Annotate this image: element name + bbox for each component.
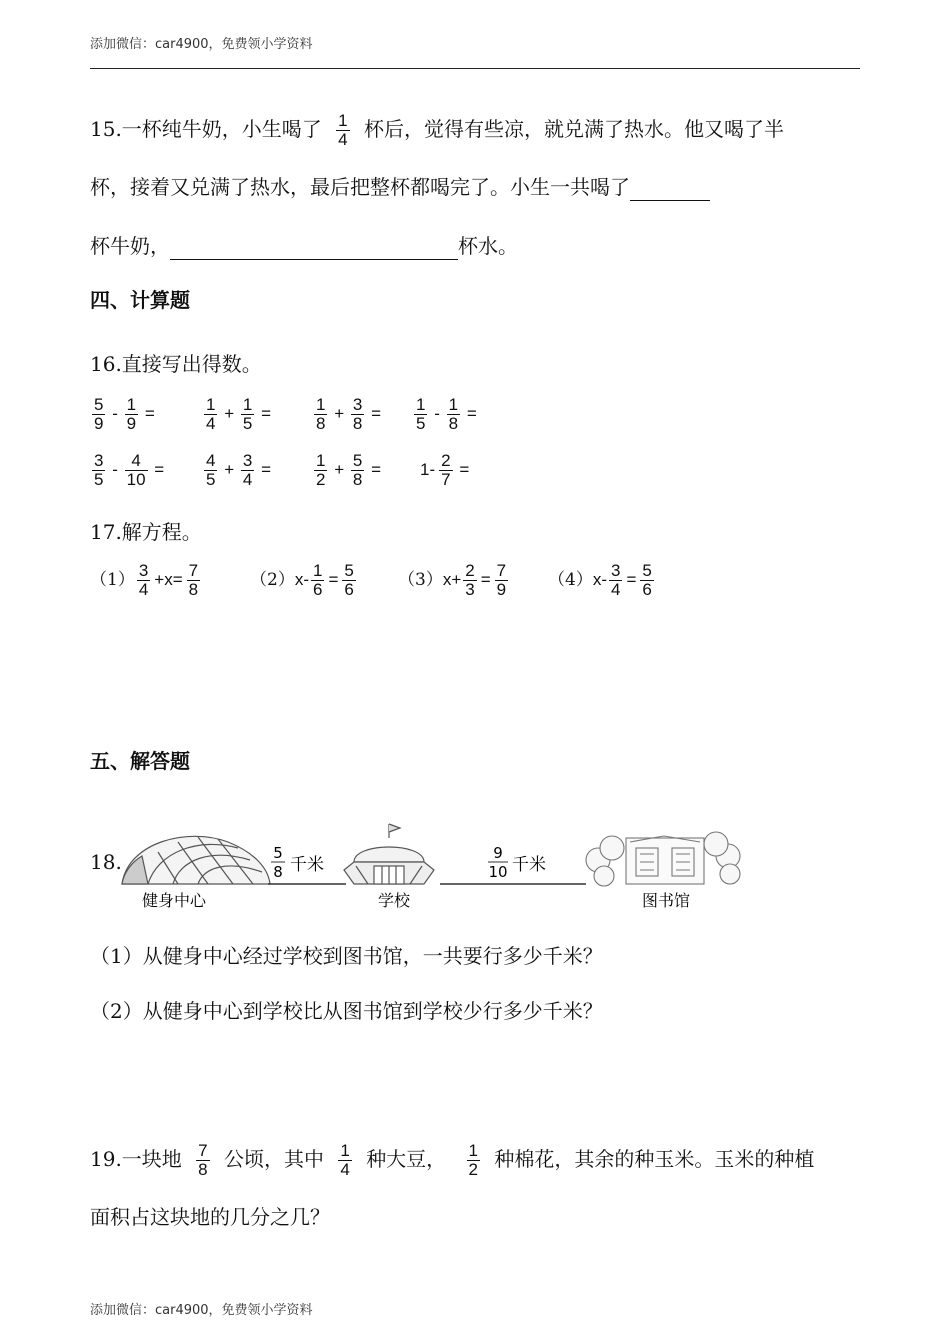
header-rule (90, 68, 860, 69)
q18-number: 18. (90, 850, 122, 874)
calc-prefix: 1- (420, 459, 436, 479)
q19-fraction-area: $\frac{7}{8}$ (198, 1141, 208, 1179)
fraction: $\frac{5}{9}$ (94, 395, 104, 433)
fraction: $\frac{5}{6}$ (344, 561, 354, 599)
equation-middle: = (626, 569, 637, 589)
fraction: $\frac{1}{8}$ (448, 395, 459, 433)
fraction: $\frac{2}{7}$ (441, 451, 451, 489)
route2-fraction-den: 10 (488, 863, 508, 881)
q17-title: 17.解方程。 (90, 520, 202, 544)
calc-equals: = (261, 459, 272, 479)
equation-item (548, 562, 656, 599)
calc-operator: - (434, 403, 440, 423)
calc-item (202, 452, 271, 489)
q18-sub2: （2）从健身中心到学校比从图书馆到学校少行多少千米？ (90, 999, 603, 1023)
calc-item (90, 396, 155, 433)
route1-fraction-num: 5 (273, 844, 283, 862)
calc-operator: + (334, 403, 345, 423)
fraction: $\frac{1}{4}$ (206, 395, 216, 433)
fraction: $\frac{4}{10}$ (126, 451, 146, 489)
q15-line3 (90, 232, 518, 260)
fraction: $\frac{5}{8}$ (352, 451, 363, 489)
q19-line1 (90, 1142, 814, 1179)
place-gym-label: 健身中心 (141, 891, 207, 910)
fraction: $\frac{1}{6}$ (313, 561, 323, 599)
calc-equals: = (154, 459, 165, 479)
fraction: $\frac{5}{6}$ (642, 561, 652, 599)
page-footer: 添加微信：car4900，免费领小学资料 (90, 1303, 313, 1318)
fraction: $\frac{1}{9}$ (126, 395, 137, 433)
q15-answer-blank-1[interactable] (630, 178, 710, 201)
fraction: $\frac{3}{8}$ (352, 395, 363, 433)
calc-item (412, 452, 469, 489)
q18-route-figure (118, 822, 748, 917)
q19-text-c: 种大豆， (366, 1147, 447, 1171)
q15-answer-blank-2[interactable] (170, 237, 458, 260)
calc-item (312, 452, 381, 489)
route1-fraction-den: 8 (273, 863, 283, 881)
calc-equals: = (371, 403, 382, 423)
calc-equals: = (371, 459, 382, 479)
fraction: $\frac{1}{5}$ (416, 395, 426, 433)
equation-middle: = (328, 569, 339, 589)
fraction: $\frac{2}{3}$ (465, 561, 475, 599)
equation-middle: = (480, 569, 491, 589)
fraction: $\frac{3}{4}$ (242, 451, 253, 489)
library-icon (586, 832, 740, 886)
fraction: $\frac{3}{4}$ (611, 561, 621, 599)
calc-item (312, 396, 381, 433)
q15-text-c: 杯，接着又兑满了热水，最后把整杯都喝完了。小生一共喝了 (90, 175, 630, 199)
equation-item (90, 562, 202, 599)
q15-line1 (90, 112, 784, 149)
calc-operator: + (224, 459, 235, 479)
fraction: $\frac{7}{8}$ (188, 561, 199, 599)
fraction: $\frac{3}{5}$ (94, 451, 104, 489)
q18-sub1: （1）从健身中心经过学校到图书馆，一共要行多少千米？ (90, 944, 603, 968)
calc-item (90, 452, 164, 489)
q15-text-e: 杯水。 (458, 234, 518, 258)
equation-middle: +x= (154, 569, 183, 589)
equation-label: （4） (548, 569, 593, 590)
equation-label: （2） (250, 569, 295, 590)
fraction: $\frac{3}{4}$ (138, 561, 149, 599)
equation-prefix: x- (592, 569, 607, 589)
q15-text-d: 杯牛奶， (90, 234, 170, 258)
calc-operator: + (224, 403, 235, 423)
calc-operator: - (112, 459, 118, 479)
equation-item (398, 562, 510, 599)
place-school-label: 学校 (377, 891, 411, 910)
place-library-label: 图书馆 (641, 891, 691, 910)
q19-text-b: 公顷，其中 (224, 1147, 324, 1171)
equation-item (250, 562, 358, 599)
section-title-answer: 五、解答题 (90, 749, 190, 773)
q19-fraction-soy: $\frac{1}{4}$ (340, 1141, 350, 1179)
calc-equals: = (459, 459, 470, 479)
fraction: $\frac{4}{5}$ (206, 451, 216, 489)
calc-operator: + (334, 459, 345, 479)
calc-equals: = (144, 403, 155, 423)
calc-equals: = (466, 403, 477, 423)
equation-label: （3） (398, 569, 443, 590)
equation-prefix: x+ (442, 569, 462, 589)
q15-fraction: $\frac{1}{4}$ (338, 111, 348, 149)
equation-prefix: x- (294, 569, 309, 589)
route1-unit: 千米 (290, 855, 324, 875)
route2-unit: 千米 (512, 855, 546, 875)
school-icon (344, 824, 434, 884)
calc-equals: = (261, 403, 272, 423)
calc-item (412, 396, 477, 433)
equation-label: （1） (90, 569, 135, 590)
q19-fraction-cotton: $\frac{1}{2}$ (468, 1141, 479, 1179)
calc-operator: - (112, 403, 118, 423)
q15-text-b: 杯后，觉得有些凉，就兑满了热水。他又喝了半 (364, 117, 784, 141)
fraction: $\frac{7}{9}$ (496, 561, 507, 599)
q19-text-a: 19.一块地 (90, 1147, 182, 1171)
fraction: $\frac{1}{8}$ (316, 395, 326, 433)
q19-text-d: 种棉花，其余的种玉米。玉米的种植 (494, 1147, 815, 1171)
page-header: 添加微信：car4900，免费领小学资料 (90, 37, 313, 52)
q19-line2: 面积占这块地的几分之几？ (90, 1205, 330, 1229)
gym-icon (122, 836, 270, 884)
calc-item (202, 396, 271, 433)
fraction: $\frac{1}{2}$ (316, 451, 326, 489)
fraction: $\frac{1}{5}$ (242, 395, 253, 433)
section-title-calc: 四、计算题 (90, 288, 190, 312)
route2-fraction-num: 9 (493, 844, 503, 862)
q16-title: 16.直接写出得数。 (90, 352, 262, 376)
q15-text-a: 15.一杯纯牛奶，小生喝了 (90, 117, 322, 141)
q15-line2 (90, 173, 710, 201)
